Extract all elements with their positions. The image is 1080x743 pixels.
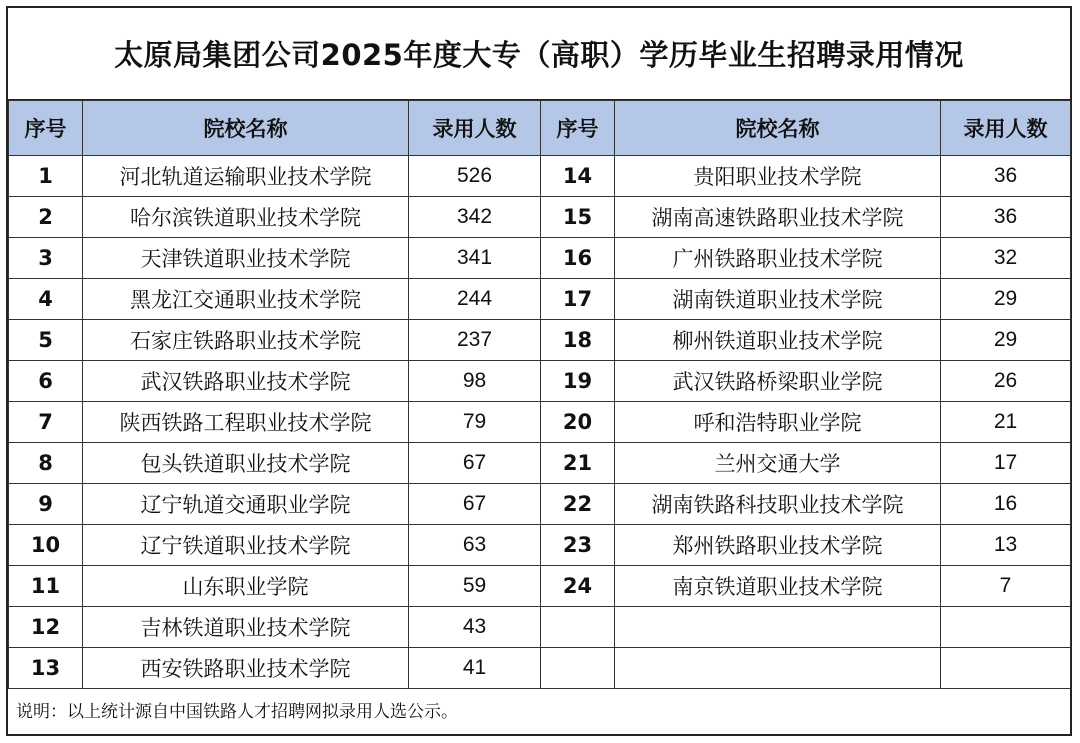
row-no: 9 (9, 484, 83, 525)
hire-count: 41 (409, 648, 541, 689)
school-name: 武汉铁路桥梁职业学院 (615, 361, 941, 402)
row-no: 15 (541, 197, 615, 238)
hire-count: 21 (941, 402, 1071, 443)
school-name: 陕西铁路工程职业技术学院 (83, 402, 409, 443)
school-name: 湖南高速铁路职业技术学院 (615, 197, 941, 238)
empty-cell (541, 648, 615, 689)
school-name: 湖南铁道职业技术学院 (615, 279, 941, 320)
row-no: 20 (541, 402, 615, 443)
school-name: 南京铁道职业技术学院 (615, 566, 941, 607)
table-row (9, 484, 1071, 525)
header-no-left: 序号 (9, 101, 83, 156)
hire-count: 36 (941, 156, 1071, 197)
hire-count: 526 (409, 156, 541, 197)
row-no: 14 (541, 156, 615, 197)
school-name: 贵阳职业技术学院 (615, 156, 941, 197)
row-no: 12 (9, 607, 83, 648)
row-no: 7 (9, 402, 83, 443)
school-name: 武汉铁路职业技术学院 (83, 361, 409, 402)
table-row (9, 156, 1071, 197)
hire-count: 7 (941, 566, 1071, 607)
header-school-left: 院校名称 (83, 101, 409, 156)
hire-count: 17 (941, 443, 1071, 484)
page-title: 太原局集团公司2025年度大专（高职）学历毕业生招聘录用情况 (8, 8, 1070, 100)
row-no: 23 (541, 525, 615, 566)
row-no: 1 (9, 156, 83, 197)
school-name: 吉林铁道职业技术学院 (83, 607, 409, 648)
school-name: 黑龙江交通职业技术学院 (83, 279, 409, 320)
row-no: 24 (541, 566, 615, 607)
empty-cell (615, 607, 941, 648)
recruitment-table (8, 100, 1071, 689)
row-no: 22 (541, 484, 615, 525)
hire-count: 63 (409, 525, 541, 566)
row-no: 19 (541, 361, 615, 402)
hire-count: 26 (941, 361, 1071, 402)
school-name: 西安铁路职业技术学院 (83, 648, 409, 689)
hire-count: 36 (941, 197, 1071, 238)
school-name: 呼和浩特职业学院 (615, 402, 941, 443)
school-name: 柳州铁道职业技术学院 (615, 320, 941, 361)
header-count-right: 录用人数 (941, 101, 1071, 156)
empty-cell (615, 648, 941, 689)
header-school-right: 院校名称 (615, 101, 941, 156)
row-no: 2 (9, 197, 83, 238)
table-row (9, 402, 1071, 443)
hire-count: 59 (409, 566, 541, 607)
row-no: 3 (9, 238, 83, 279)
table-row (9, 566, 1071, 607)
row-no: 17 (541, 279, 615, 320)
hire-count: 16 (941, 484, 1071, 525)
row-no: 10 (9, 525, 83, 566)
hire-count: 98 (409, 361, 541, 402)
empty-cell (541, 607, 615, 648)
school-name: 广州铁路职业技术学院 (615, 238, 941, 279)
school-name: 山东职业学院 (83, 566, 409, 607)
row-no: 5 (9, 320, 83, 361)
school-name: 辽宁轨道交通职业学院 (83, 484, 409, 525)
row-no: 16 (541, 238, 615, 279)
school-name: 河北轨道运输职业技术学院 (83, 156, 409, 197)
header-row (9, 101, 1071, 156)
footnote: 说明：以上统计源自中国铁路人才招聘网拟录用人选公示。 (16, 702, 458, 722)
hire-count: 13 (941, 525, 1071, 566)
school-name: 兰州交通大学 (615, 443, 941, 484)
hire-count: 29 (941, 279, 1071, 320)
table-row (9, 320, 1071, 361)
row-no: 4 (9, 279, 83, 320)
row-no: 18 (541, 320, 615, 361)
hire-count: 79 (409, 402, 541, 443)
hire-count: 237 (409, 320, 541, 361)
school-name: 天津铁道职业技术学院 (83, 238, 409, 279)
table-row (9, 443, 1071, 484)
table-row (9, 197, 1071, 238)
hire-count: 341 (409, 238, 541, 279)
table-row (9, 361, 1071, 402)
row-no: 11 (9, 566, 83, 607)
school-name: 湖南铁路科技职业技术学院 (615, 484, 941, 525)
table-frame (6, 6, 1072, 736)
school-name: 哈尔滨铁道职业技术学院 (83, 197, 409, 238)
table-row (9, 525, 1071, 566)
empty-cell (941, 648, 1071, 689)
empty-cell (941, 607, 1071, 648)
header-count-left: 录用人数 (409, 101, 541, 156)
row-no: 8 (9, 443, 83, 484)
hire-count: 29 (941, 320, 1071, 361)
hire-count: 67 (409, 484, 541, 525)
school-name: 石家庄铁路职业技术学院 (83, 320, 409, 361)
hire-count: 342 (409, 197, 541, 238)
row-no: 6 (9, 361, 83, 402)
hire-count: 43 (409, 607, 541, 648)
table-row (9, 648, 1071, 689)
hire-count: 67 (409, 443, 541, 484)
hire-count: 244 (409, 279, 541, 320)
school-name: 辽宁铁道职业技术学院 (83, 525, 409, 566)
school-name: 包头铁道职业技术学院 (83, 443, 409, 484)
row-no: 21 (541, 443, 615, 484)
school-name: 郑州铁路职业技术学院 (615, 525, 941, 566)
table-row (9, 238, 1071, 279)
hire-count: 32 (941, 238, 1071, 279)
table-row (9, 279, 1071, 320)
row-no: 13 (9, 648, 83, 689)
table-row (9, 607, 1071, 648)
header-no-right: 序号 (541, 101, 615, 156)
